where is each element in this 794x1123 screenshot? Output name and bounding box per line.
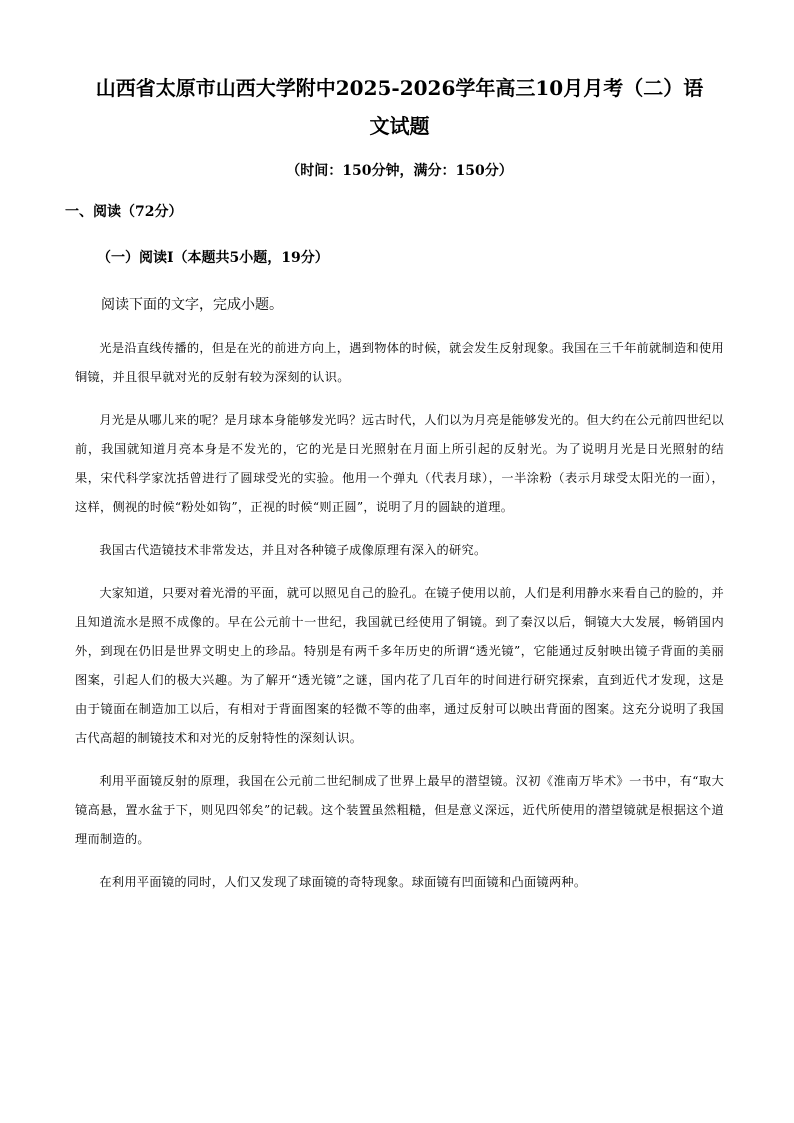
passage-paragraph-5: 利用平面镜反射的原理，我国在公元前二世纪制成了世界上最早的潜望镜。汉初《淮南万毕术》一书中，有“取大镜高悬，置水盆于下，则见四邻矣”的记载。这个装置虽然粗糙，但是意义深远，近代所使用的潜望镜就是根据这个道理而制造的。 xyxy=(75,774,724,846)
reading-passage xyxy=(75,334,724,897)
exam-time-score: （时间：150分钟，满分：150分） xyxy=(286,163,513,179)
sub-heading-reading-1: （一）阅读Ⅰ（本题共5小题，19分） xyxy=(97,250,329,266)
passage-paragraph-1: 光是沿直线传播的，但是在光的前进方向上，遇到物体的时候，就会发生反射现象。我国在三千年前就制造和使用铜镜，并且很早就对光的反射有较为深刻的认识。 xyxy=(75,341,724,384)
title-line-2: 文试题 xyxy=(369,114,430,138)
section-heading-reading: 一、阅读（72分） xyxy=(65,204,183,220)
passage-paragraph-6: 在利用平面镜的同时，人们又发现了球面镜的奇特现象。球面镜有凹面镜和凸面镜两种。 xyxy=(99,875,587,889)
reading-instruction: 阅读下面的文字，完成小题。 xyxy=(101,297,283,313)
exam-title xyxy=(75,70,724,144)
passage-paragraph-3: 我国古代造镜技术非常发达，并且对各种镜子成像原理有深入的研究。 xyxy=(99,543,487,557)
passage-paragraph-2: 月光是从哪儿来的呢？是月球本身能够发光吗？远古时代，人们以为月亮是能够发光的。但大约在公元前四世纪以前，我国就知道月亮本身是不发光的，它的光是日光照射在月面上所引起的反射光。为了说明月光是日光照射的结果，宋代科学家沈括曾进行了圆球受光的实验。他用一个弹丸（代表月球），一半涂粉（表示月球受太阳光的一面），这样，侧视的时候“粉处如钩”，正视的时候“则正圆”，说明了月的圆缺的道理。 xyxy=(75,413,724,514)
title-line-1: 山西省太原市山西大学附中2025-2026学年高三10月月考（二）语 xyxy=(95,76,704,100)
passage-paragraph-4: 大家知道，只要对着光滑的平面，就可以照见自己的脸孔。在镜子使用以前，人们是利用静水来看自己的脸的，并且知道流水是照不成像的。早在公元前十一世纪，我国就已经使用了铜镜。到了秦汉以后，铜镜大大发展，畅销国内外，到现在仍旧是世界文明史上的珍品。特别是有两千多年历史的所谓“透光镜”，它能通过反射映出镜子背面的美丽图案，引起人们的极大兴趣。为了解开“透光镜”之谜，国内花了几百年的时间进行研究探索，直到近代才发现，这是由于镜面在制造加工以后，有相对于背面图案的轻微不等的曲率，通过反射可以映出背面的图案。这充分说明了我国古代高超的制镜技术和对光的反射特性的深刻认识。 xyxy=(75,586,724,745)
